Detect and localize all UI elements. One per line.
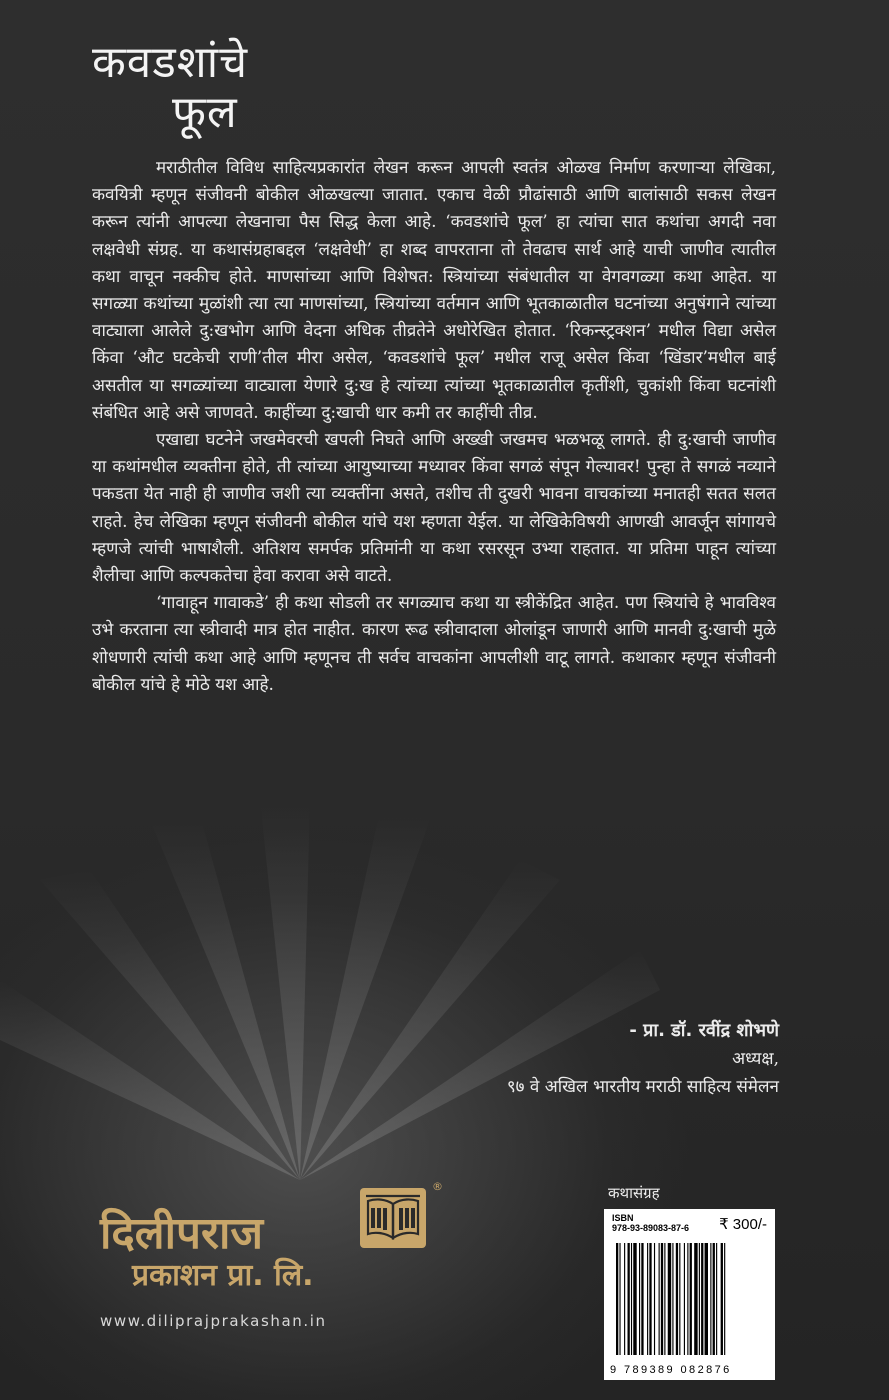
barcode-bar [641, 1243, 643, 1355]
barcode-bar [679, 1243, 680, 1355]
barcode-bar [664, 1243, 665, 1355]
barcode-bar [647, 1243, 648, 1355]
barcode-bar [654, 1243, 655, 1355]
barcode-bar [710, 1243, 711, 1355]
barcode-bar [701, 1243, 703, 1355]
barcode-bar [690, 1243, 692, 1355]
barcode-bar [619, 1243, 620, 1355]
barcode-bar [721, 1243, 723, 1355]
title-line-1: कवडशांचे [92, 37, 249, 88]
reviewer-signature [507, 1017, 779, 1101]
publisher-name-line-1: दिलीपराज [100, 1208, 264, 1259]
isbn-label: ISBN [612, 1213, 634, 1223]
registered-mark: ® [432, 1180, 443, 1193]
barcode-bar [649, 1243, 651, 1355]
barcode-bar [684, 1243, 685, 1355]
barcode-bar [724, 1243, 725, 1355]
barcode-bar [659, 1243, 660, 1355]
barcode-bar [661, 1243, 663, 1355]
barcode-bar [699, 1243, 700, 1355]
publisher-name-line-2: प्रकाशन प्रा. लि. [132, 1258, 314, 1293]
publisher-website-link[interactable]: www.diliprajprakashan.in [100, 1312, 327, 1330]
barcode-bar [713, 1243, 715, 1355]
barcode-bar [687, 1243, 688, 1355]
isbn-barcode-block [604, 1209, 775, 1380]
barcode-graphic [614, 1243, 765, 1355]
barcode-bar [631, 1243, 632, 1355]
barcode-bar [668, 1243, 671, 1355]
publisher-logo [100, 1210, 314, 1294]
barcode-bar [616, 1243, 618, 1355]
barcode-bar [694, 1243, 697, 1355]
book-logo-icon [356, 1186, 430, 1250]
barcode-bar [628, 1243, 630, 1355]
barcode-bar [633, 1243, 636, 1355]
barcode-bar [676, 1243, 678, 1355]
isbn-number: 978-93-89083-87-6 [612, 1223, 690, 1233]
genre-label: कथासंग्रह [608, 1184, 660, 1202]
reviewer-role: अध्यक्ष, [732, 1049, 779, 1069]
blurb-text [92, 155, 776, 699]
reviewer-name: - प्रा. डॉ. रवींद्र शोभणे [629, 1020, 779, 1041]
title-line-2: फूल [172, 87, 238, 138]
blurb-paragraph-3: ‘गावाहून गावाकडे’ ही कथा सोडली तर सगळ्याच कथा या स्त्रीकेंद्रित आहेत. पण स्त्रियांचे हे भावविश्व उभे करताना त्या स्त्रीवादी मात्र होत नाहीत. कारण रूढ स्त्रीवादाला ओलांडून जाणारी आणि मानवी दु:खाची मुळे शोधणारी त्यांची कथा आहे आणि म्हणूनच ती सर्वच वाचकांना आपलीशी वाटू लागते. कथाकार म्हणून संजीवनी बोकील यांचे हे मोठे यश आहे. [92, 593, 776, 695]
blurb-paragraph-2: एखाद्या घटनेने जखमेवरची खपली निघते आणि अख्खी जखमच भळभळू लागते. ही दु:खाची जाणीव या कथांमधील व्यक्तीना होते, ती त्यांच्या आयुष्याच्या मध्यावर किंवा सगळं संपून गेल्यावर! पुन्हा ते सगळं नव्याने पकडता येत नाही ही जाणीव जशी त्या व्यक्तींना असते, तशीच ती दुखरी भावना वाचकांच्या मनातही सतत सलत राहते. हेच लेखिका म्हणून संजीवनी बोकील यांचे यश म्हणता येईल. या लेखिकेविषयी आणखी आवर्जून सांगायचे म्हणजे त्यांची भाषाशैली. अतिशय समर्पक प्रतिमांनी या कथा रसरसून उभ्या राहतात. या प्रतिमा पाहून त्यांच्या शैलीचा आणि कल्पकतेचा हेवा करावा असे वाटते. [92, 430, 776, 587]
barcode-bar [705, 1243, 708, 1355]
price-label: ₹ 300/- [719, 1216, 767, 1233]
barcode-digits: 9 789389 082876 [610, 1364, 732, 1376]
isbn-heading [612, 1213, 689, 1233]
reviewer-event: ९७ वे अखिल भारतीय मराठी साहित्य संमेलन [506, 1077, 779, 1097]
barcode-bar [639, 1243, 640, 1355]
barcode-bar [716, 1243, 717, 1355]
barcode-bar [624, 1243, 625, 1355]
barcode-bar [672, 1243, 673, 1355]
blurb-paragraph-1: मराठीतील विविध साहित्यप्रकारांत लेखन करून आपली स्वतंत्र ओळख निर्माण करणाऱ्या लेखिका, कवयित्री म्हणून संजीवनी बोकील ओळखल्या जातात. एकाच वेळी प्रौढांसाठी आणि बालांसाठी सकस लेखन करून त्यांनी आपल्या लेखनाचा पैस सिद्ध केला आहे. ‘कवडशांचे फूल’ हा त्यांचा सात कथांचा अगदी नवा लक्षवेधी संग्रह. या कथासंग्रहाबद्दल ‘लक्षवेधी’ हा शब्द वापरताना तो तेवढाच सार्थ आहे याची जाणीव त्यातील कथा वाचून नक्कीच होते. माणसांच्या आणि विशेषत: स्त्रियांच्या संबंधातील या वेगवगळ्या कथा आहेत. या सगळ्या कथांच्या मुळांशी त्या त्या माणसांच्या, स्त्रियांच्या वर्तमान आणि भूतकाळातील घटनांच्या अनुषंगाने त्यांच्या वाट्याला आलेले दु:खभोग आणि वेदना अधिक तीव्रतेने अधोरेखित होतात. ‘रिकन्स्ट्रक्शन’ मधील विद्या असेल किंवा ‘औट घटकेची राणी’तील मीरा असेल, ‘कवडशांचे फूल’ मधील राजू असेल किंवा ‘खिंडार’मधील बाई असतील या सगळ्यांच्या वाट्याला येणारे दु:ख हे त्यांच्या त्यांच्या भूतकाळातील कृतींशी, चुकांशी किंवा घटनांशी संबंधित आहे असे जाणवते. काहींच्या दु:खाची धार कमी तर काहींची तीव्र. [92, 158, 776, 423]
book-title [92, 38, 292, 138]
